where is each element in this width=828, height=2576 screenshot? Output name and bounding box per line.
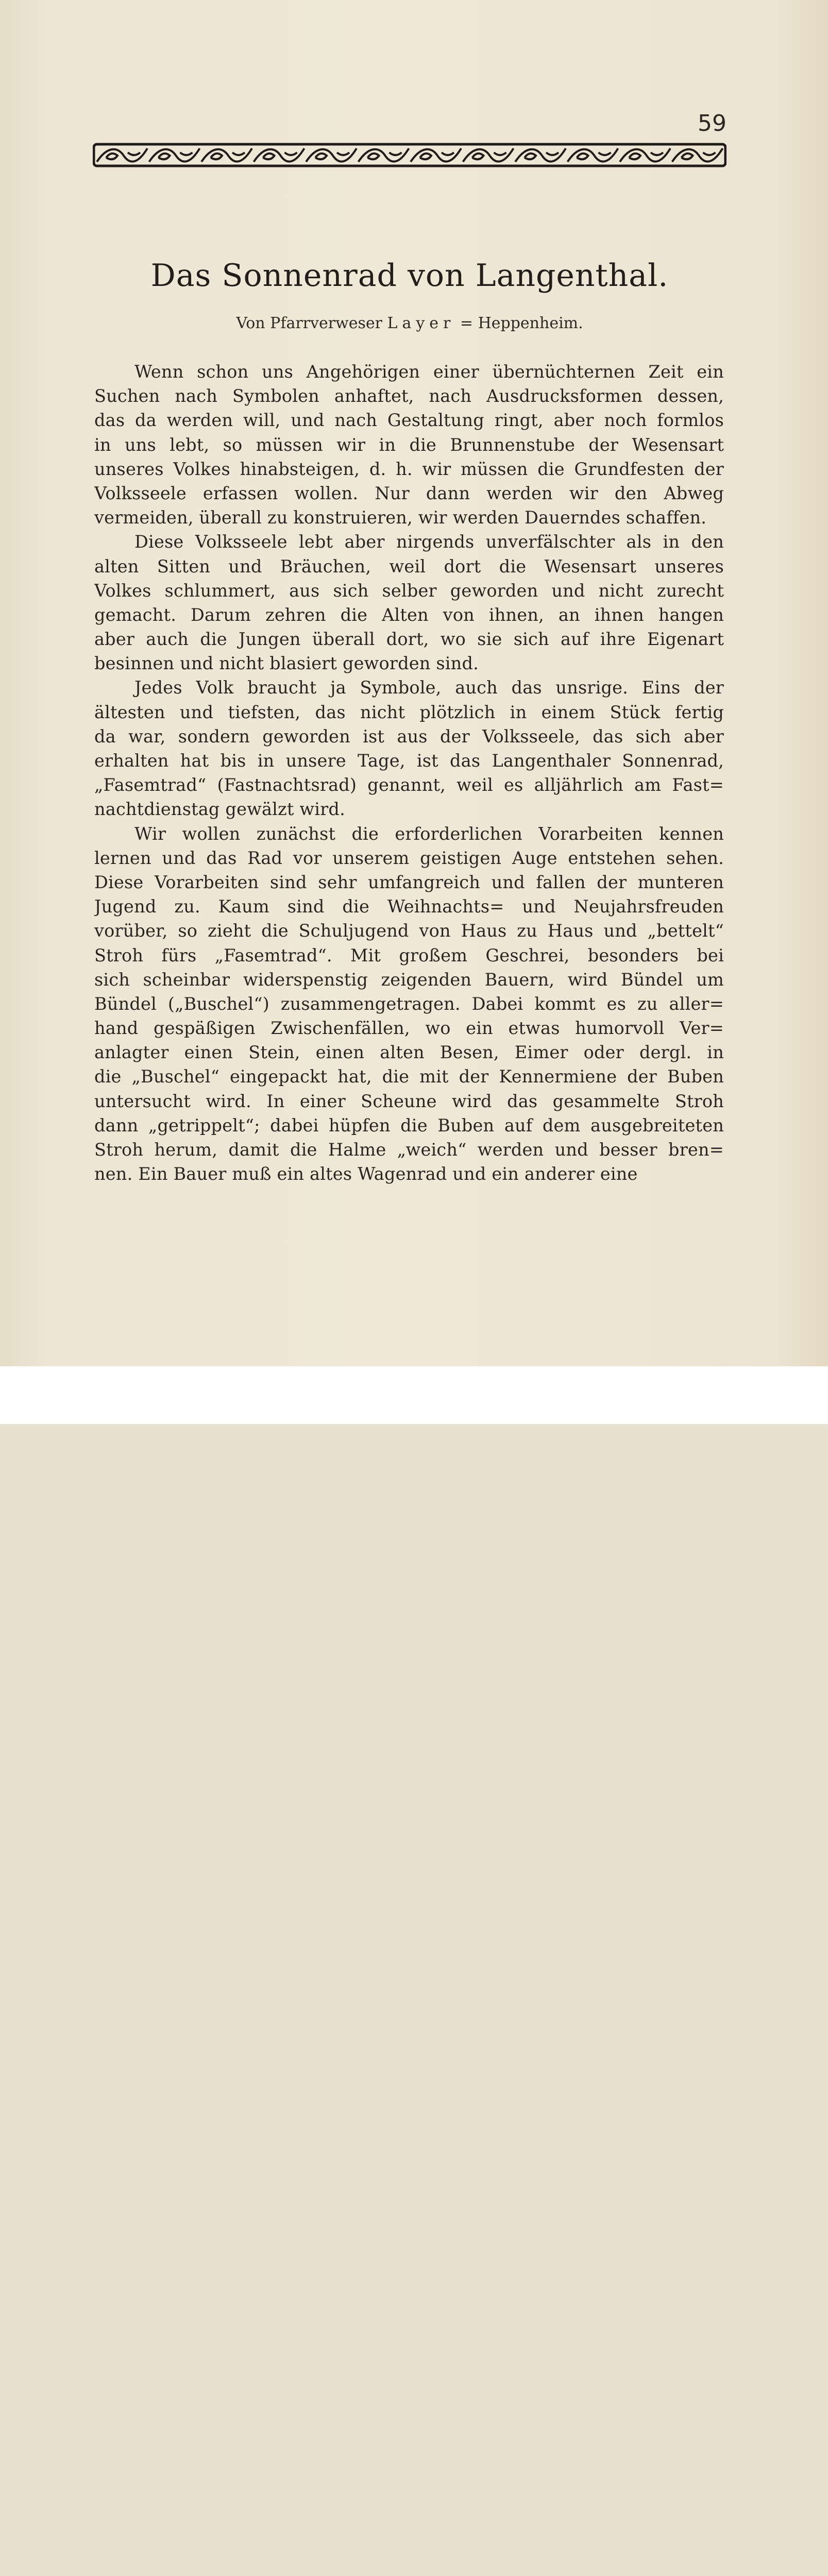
paragraph <box>94 360 724 530</box>
article-title: Das Sonnenrad von Langenthal. <box>150 258 669 294</box>
footer-bar <box>0 1366 828 1424</box>
text-line: alten Sitten und Bräuchen, weil dort die Wesensart unseres <box>94 556 724 577</box>
paragraph <box>94 530 724 675</box>
text-line: untersucht wird. In einer Scheune wird das gesammelte Stroh <box>94 1091 724 1111</box>
paragraph <box>94 822 724 1187</box>
vine-segment <box>306 148 357 162</box>
text-line: anlagter einen Stein, einen alten Besen, Eimer oder dergl. in <box>94 1042 724 1063</box>
byline-suffix: = Heppenheim. <box>455 314 583 332</box>
paragraph <box>94 675 724 821</box>
text-line: sich scheinbar widerspenstig zeigenden Bauern, wird Bündel um <box>94 969 724 990</box>
text-line: „Fasemtrad“ (Fastnachtsrad) genannt, weil es alljährlich am Fast= <box>94 775 724 795</box>
text-line: das da werden will, und nach Gestaltung ringt, aber noch formlos <box>94 410 724 431</box>
text-line: Stroh herum, damit die Halme „weich“ werden und besser bren= <box>94 1140 724 1160</box>
text-line: Diese Volksseele lebt aber nirgends unverfälschter als in den <box>134 532 724 552</box>
vine-segment <box>359 148 409 162</box>
text-line: da war, sondern geworden ist aus der Volksseele, das sich aber <box>94 726 724 747</box>
text-line: erhalten hat bis in unsere Tage, ist das Langenthaler Sonnenrad, <box>94 751 724 771</box>
vine-segment <box>620 148 670 162</box>
text-line: ältesten und tiefsten, das nicht plötzlich in einem Stück fertig <box>94 702 724 722</box>
text-line: lernen und das Rad vor unserem geistigen Auge entstehen sehen. <box>94 848 724 868</box>
vine-segment <box>463 148 514 162</box>
text-line: Wir wollen zunächst die erforderlichen Vorarbeiten kennen <box>134 823 724 844</box>
text-line: Volksseele erfassen wollen. Nur dann werden wir den Abweg <box>94 483 724 503</box>
vine-segment <box>149 148 200 162</box>
text-line: Stroh fürs „Fasemtrad“. Mit großem Geschrei, besonders bei <box>94 945 724 965</box>
text-line: nachtdienstag gewälzt wird. <box>94 799 345 820</box>
byline-prefix: Von Pfarrverweser <box>236 314 387 332</box>
page-number: 59 <box>698 110 726 137</box>
text-line: hand gespäßigen Zwischenfällen, wo ein etwas humorvoll Ver= <box>94 1018 724 1039</box>
text-line: aber auch die Jungen überall dort, wo sie sich auf ihre Eigenart <box>94 629 724 650</box>
text-line: dann „getrippelt“; dabei hüpfen die Buben auf dem ausgebreiteten <box>94 1115 724 1136</box>
text-line: Diese Vorarbeiten sind sehr umfangreich und fallen der munteren <box>94 872 724 892</box>
vine-segment <box>97 148 147 162</box>
text-line: besinnen und nicht blasiert geworden sind. <box>94 653 479 674</box>
decorative-border-ornament <box>93 142 726 168</box>
article-body <box>94 360 724 1186</box>
vine-segment <box>672 148 723 162</box>
text-line: gemacht. Darum zehren die Alten von ihnen, an ihnen hangen <box>94 604 724 625</box>
text-line: Bündel („Buschel“) zusammengetragen. Dabei kommt es zu aller= <box>94 993 724 1014</box>
text-line: Suchen nach Symbolen anhaftet, nach Ausdrucksformen dessen, <box>94 386 724 406</box>
vine-segment <box>568 148 618 162</box>
byline <box>93 314 726 332</box>
vine-segment <box>254 148 305 162</box>
text-line: vermeiden, überall zu konstruieren, wir werden Dauerndes schaffen. <box>94 507 707 528</box>
vine-segment <box>411 148 461 162</box>
byline-author: Layer <box>387 314 455 332</box>
text-line: in uns lebt, so müssen wir in die Brunnenstube der Wesensart <box>94 434 724 455</box>
text-line: Jedes Volk braucht ja Symbole, auch das unsrige. Eins der <box>134 677 724 698</box>
text-line: die „Buschel“ eingepackt hat, die mit der Kennermiene der Buben <box>94 1066 724 1087</box>
text-line: Wenn schon uns Angehörigen einer übernüchternen Zeit ein <box>134 362 724 382</box>
text-line: nen. Ein Bauer muß ein altes Wagenrad und ein anderer eine <box>94 1164 638 1184</box>
vine-segment <box>201 148 252 162</box>
vine-segment <box>515 148 566 162</box>
text-line: Jugend zu. Kaum sind die Weihnachts= und Neujahrsfreuden <box>94 896 724 917</box>
text-line: Volkes schlummert, aus sich selber geworden und nicht zurecht <box>94 580 724 601</box>
text-line: unseres Volkes hinabsteigen, d. h. wir müssen die Grundfesten der <box>94 459 724 479</box>
text-line: vorüber, so zieht die Schuljugend von Haus zu Haus und „bettelt“ <box>94 921 724 941</box>
